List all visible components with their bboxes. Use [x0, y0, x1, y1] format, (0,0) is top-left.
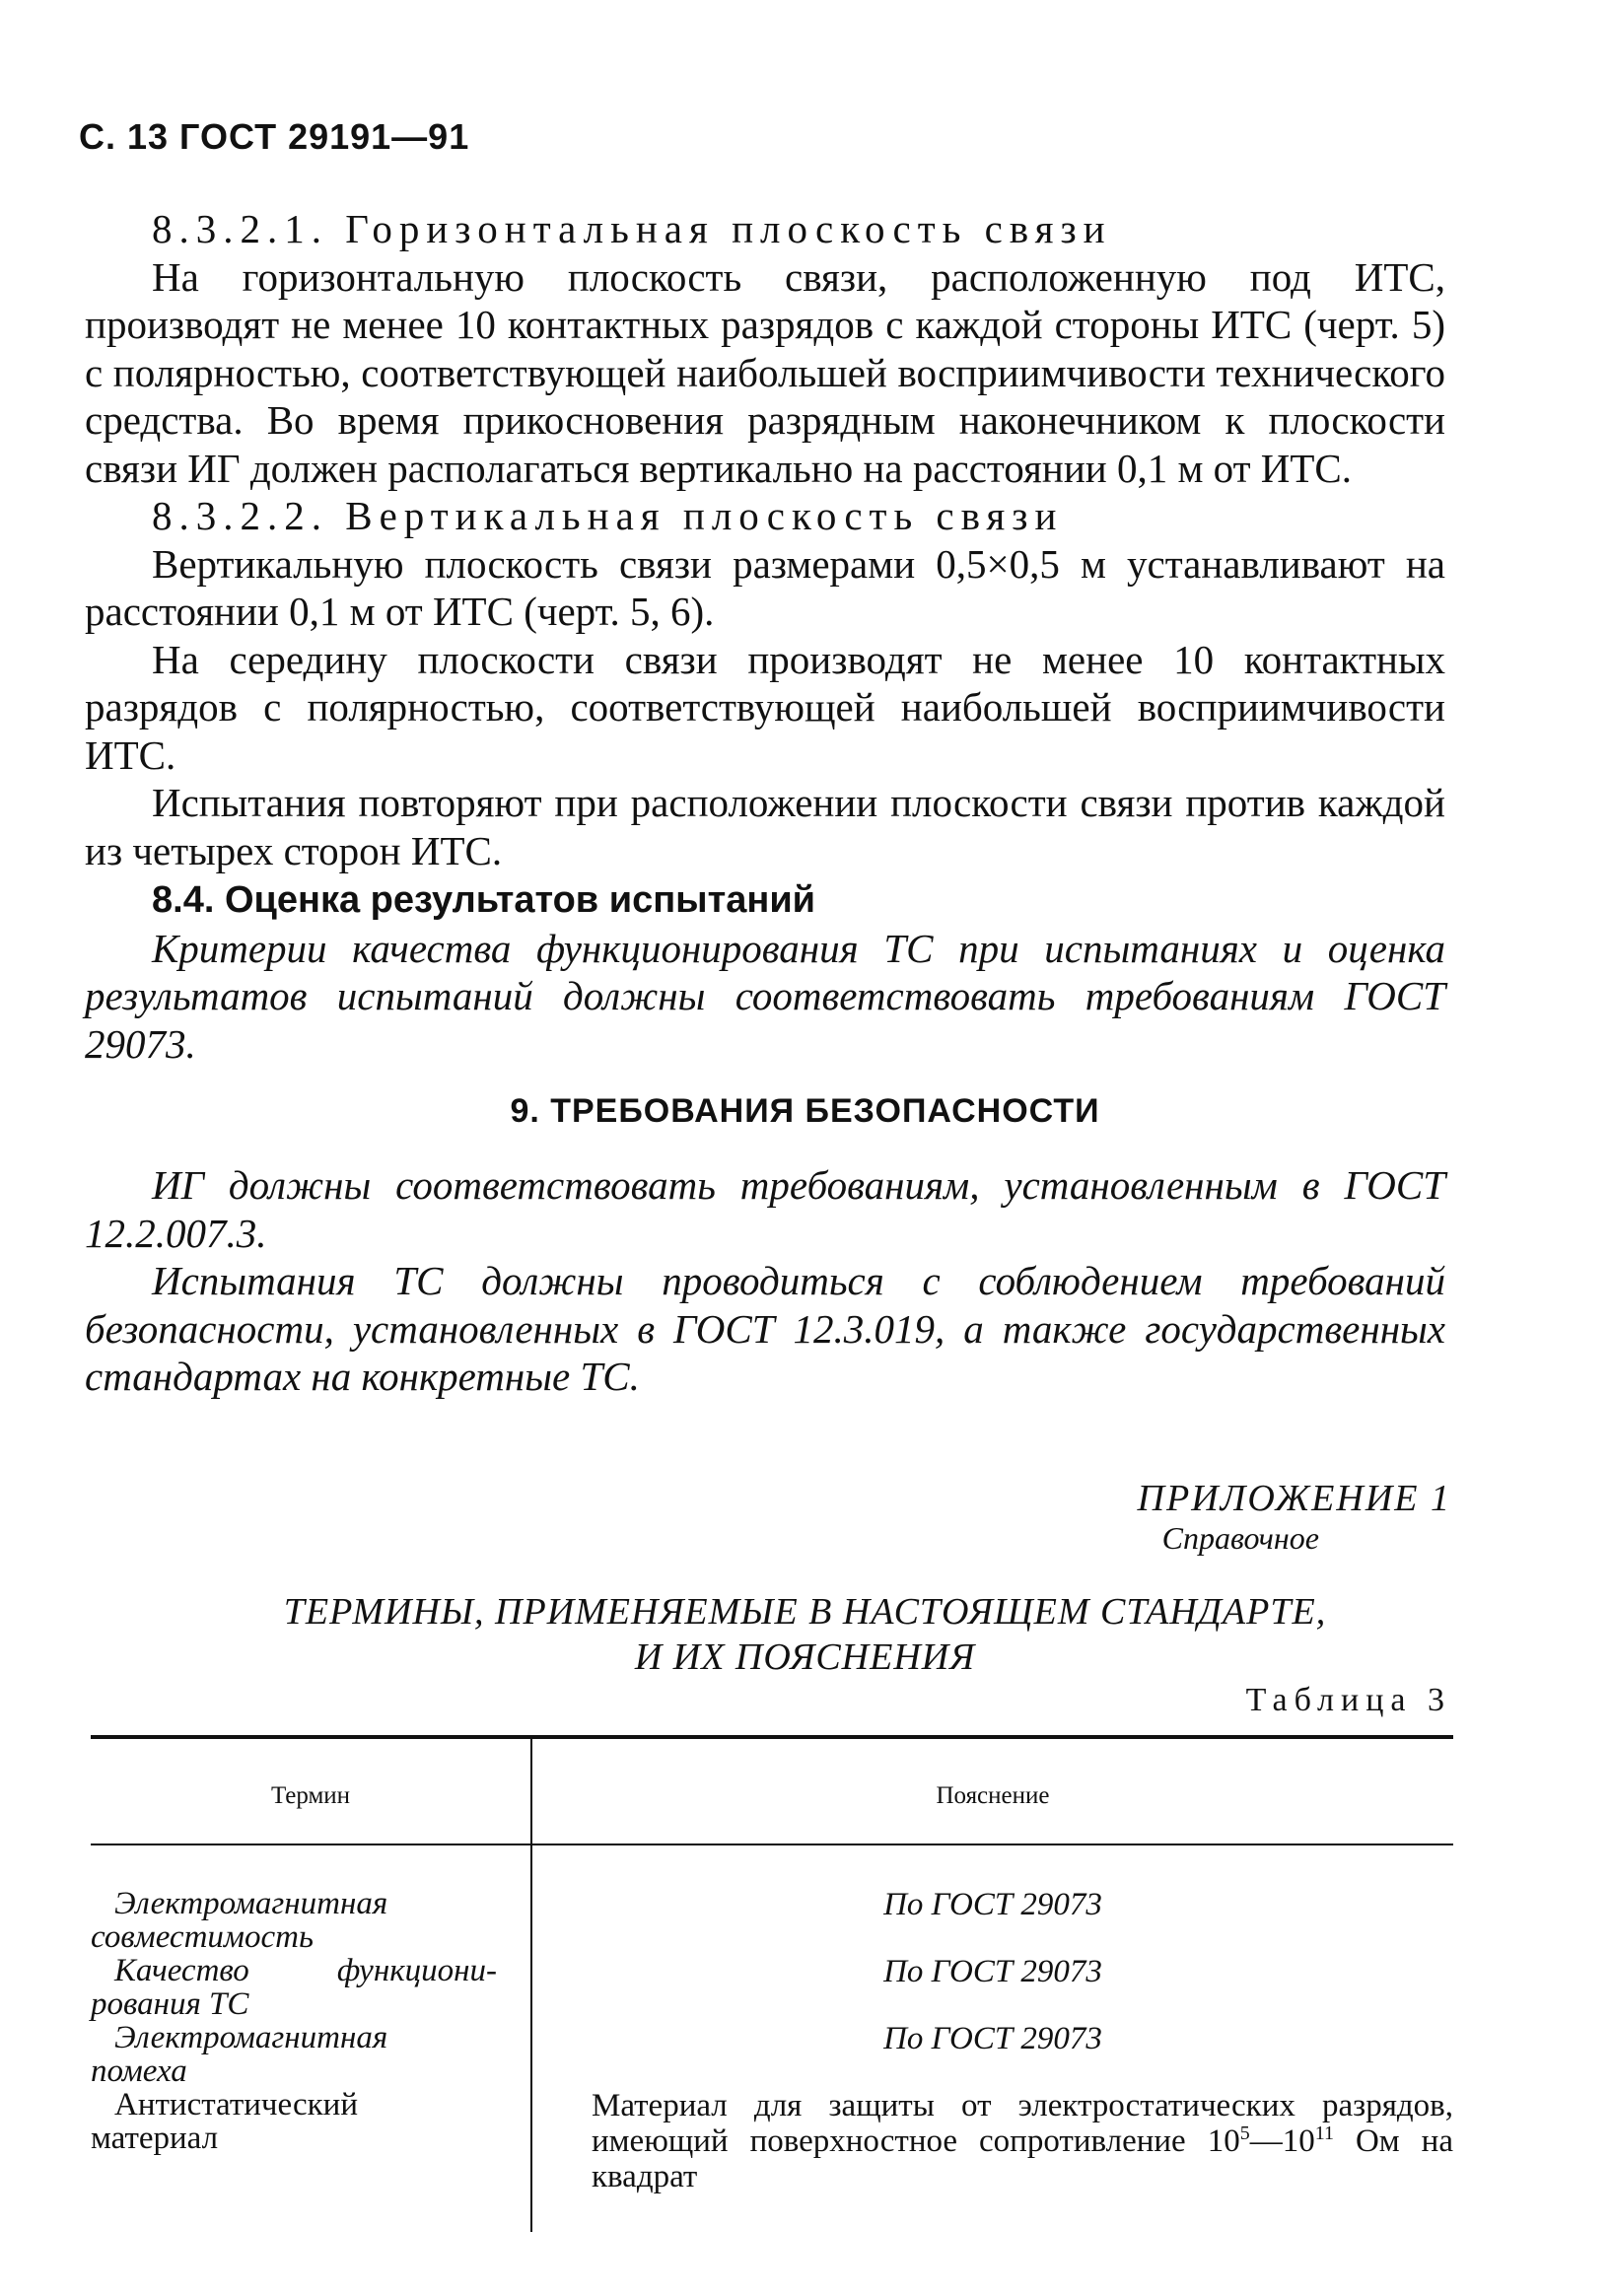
section-9-paragraph-2: Испытания ТС должны проводиться с соблюдением требований безопасности, установленных в ГОСТ 12.3.019, а также государственных стандартах на конкретные ТС.	[85, 1258, 1445, 1399]
section-8-3-2-2-paragraph-2: На середину плоскости связи производят не менее 10 контактных разрядов с полярностью, соответствующей наибольшей восприимчивости ИТС.	[85, 636, 1445, 778]
table-row-explanation: По ГОСТ 29073	[883, 1954, 1102, 1989]
section-8-3-2-1-text: На горизонтальную плоскость связи, расположенную под ИТС, производят не менее 10 контактных разрядов с каждой стороны ИТС (черт. 5) с полярностью, соответствующей наибольшей восприимчивости технического средства. Во время прикосновения разрядным наконечником к плоскости связи ИГ должен располагаться вертикально на расстоянии 0,1 м от ИТС.	[85, 253, 1445, 491]
section-9-title: 9. ТРЕБОВАНИЯ БЕЗОПАСНОСТИ	[510, 1092, 1100, 1130]
section-8-4-text: Критерии качества функционирования ТС при испытаниях и оценка результатов испытаний должны соответствовать требованиям ГОСТ 29073.	[85, 925, 1445, 1067]
table-row-term	[91, 1887, 497, 1954]
section-8-3-2-2-paragraph-1: Вертикальную плоскость связи размерами 0,5×0,5 м устанавливают на расстоянии 0,1 м от ИТС (черт. 5, 6).	[85, 540, 1445, 634]
appendix-title: ПРИЛОЖЕНИЕ 1	[1137, 1478, 1451, 1519]
section-9-text	[85, 1161, 1445, 1401]
page-header: С. 13 ГОСТ 29191—91	[79, 116, 470, 157]
section-8-4-heading	[85, 874, 1445, 925]
term-line-1: Электромагнитная	[114, 1886, 388, 1921]
table-row-explanation: По ГОСТ 29073	[883, 1887, 1102, 1922]
table-header-explanation: Пояснение	[936, 1782, 1050, 1809]
section-8-3-2-2-title: 8.3.2.2. Вертикальная плоскость связи	[152, 493, 1064, 538]
table-row-term	[91, 1954, 497, 2021]
term-line-2: рования ТС	[91, 1986, 249, 2022]
table-row-explanation: По ГОСТ 29073	[883, 2021, 1102, 2056]
section-9-paragraph-1: ИГ должны соответствовать требованиям, установленным в ГОСТ 12.2.007.3.	[85, 1162, 1445, 1256]
appendix-heading-line-2: И ИХ ПОЯСНЕНИЯ	[634, 1636, 976, 1678]
term-line-2: совместимость	[91, 1919, 314, 1955]
table-row-term	[91, 2088, 497, 2155]
term-line-2: помеха	[91, 2053, 187, 2089]
table-header-term: Термин	[270, 1782, 351, 1809]
term-line-1: Электромагнитная	[114, 2020, 388, 2055]
section-8-3-2-2-paragraph-3: Испытания повторяют при расположении плоскости связи против каждой из четырех сторон ИТС.	[85, 780, 1445, 873]
table-row-term	[91, 2021, 497, 2088]
table-label: Таблица 3	[1245, 1682, 1451, 1718]
term-line-2: материал	[91, 2121, 219, 2156]
term-line-1: Качество функциони-	[114, 1953, 497, 1988]
table-top-rule	[91, 1735, 1453, 1739]
appendix-subtitle: Справочное	[1161, 1520, 1319, 1556]
term-line-1: Антистатический	[114, 2087, 358, 2122]
appendix-heading-line-1: ТЕРМИНЫ, ПРИМЕНЯЕМЫЕ В НАСТОЯЩЕМ СТАНДАРТЕ,	[283, 1591, 1327, 1633]
section-8-4-title: 8.4. Оценка результатов испытаний	[152, 879, 816, 921]
table-header-rule	[91, 1844, 1453, 1845]
appendix-heading	[0, 1589, 1610, 1680]
table-row-explanation: Материал для защиты от электростатических разрядов, имеющий поверхностное сопротивление $10^5—10^{11}$ Ом на квадрат	[592, 2088, 1453, 2194]
section-8-text	[85, 205, 1445, 1068]
section-8-3-2-1-title: 8.3.2.1. Горизонтальная плоскость связи	[152, 206, 1112, 251]
